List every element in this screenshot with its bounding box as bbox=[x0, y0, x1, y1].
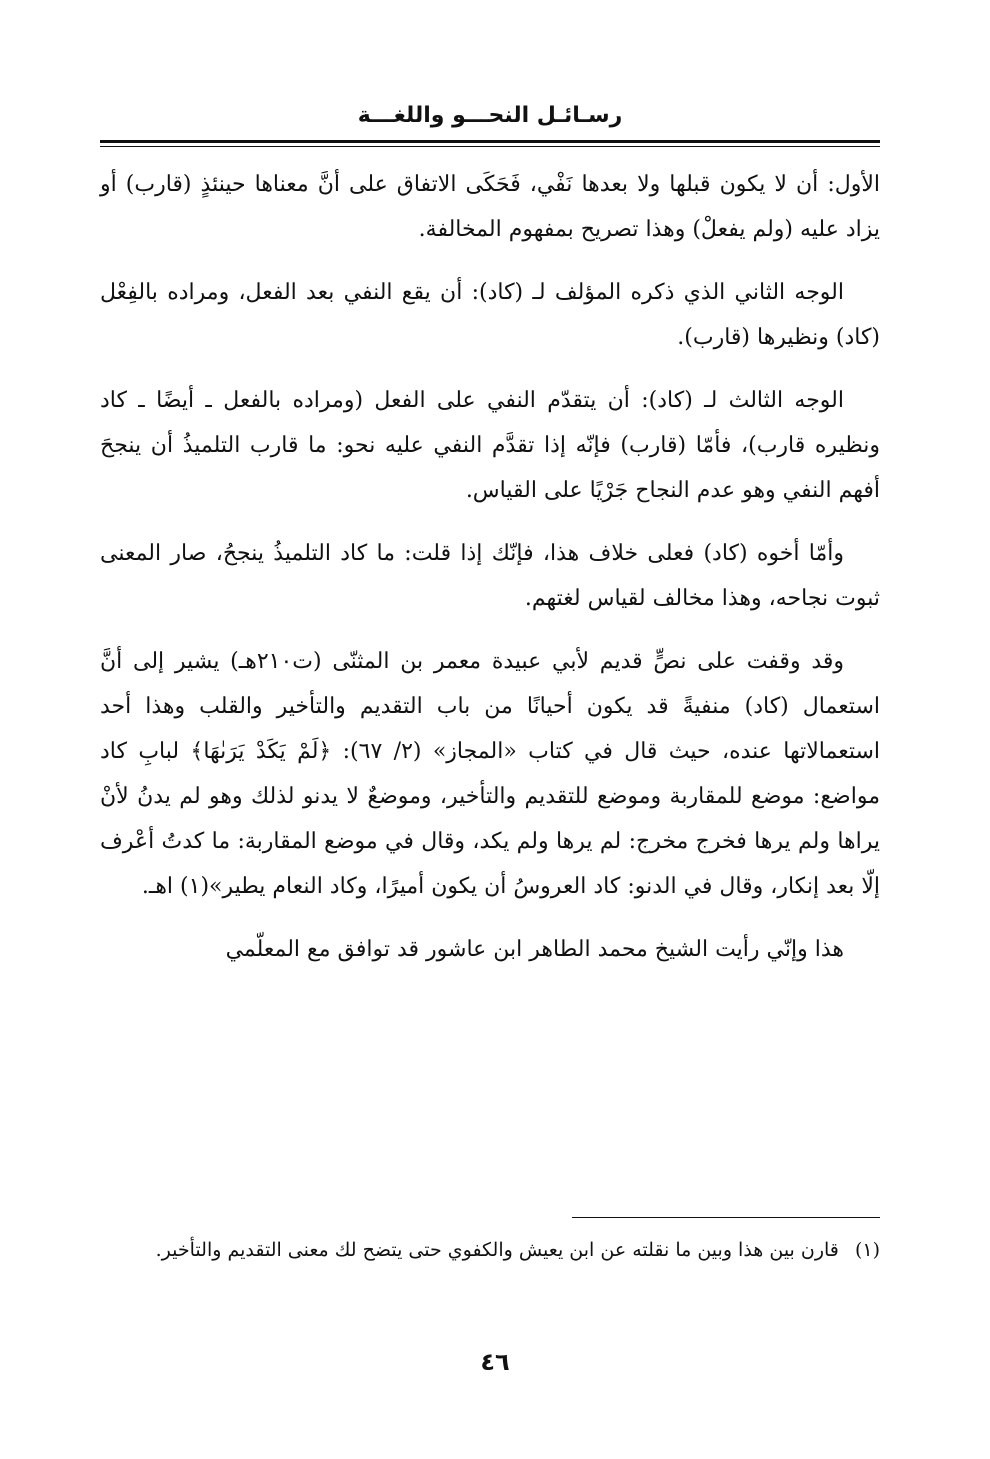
footnote-text: قارن بين هذا وبين ما نقلته عن ابن يعيش والكفوي حتى يتضح لك معنى التقديم والتأخير. bbox=[155, 1239, 839, 1261]
page-number: ٤٦ bbox=[480, 1348, 510, 1376]
footnote-separator bbox=[572, 1217, 880, 1218]
paragraph: وأمّا أخوه (كاد) فعلى خلاف هذا، فإنّك إذا قلت: ما كاد التلميذُ ينجحُ، صار المعنى ثبوت نجاحه، وهذا مخالف لقياس لغتهم. bbox=[100, 541, 880, 611]
paragraph: وقد وقفت على نصٍّ قديم لأبي عبيدة معمر بن المثنّى (ت٢١٠هـ) يشير إلى أنَّ استعمال (كاد) منفيةً قد يكون أحيانًا من باب التقديم والتأخير والقلب وهذا أحد استعمالاتها عنده، حيث قال في كتاب «المجاز» (٢/ ٦٧): ﴿لَمْ يَكَدْ يَرَىٰهَا﴾ لبابِ كاد مواضع: موضع للمقاربة وموضع للتقديم والتأخير، وموضعٌ لا يدنو لذلك وهو لم يدنُ لأنْ يراها ولم يرها فخرج مخرج: لم يرها ولم يكد، وقال في موضع المقاربة: ما كدتُ أعْرف إلّا بعد إنكار، وقال في الدنو: كاد العروسُ أن يكون أميرًا، وكاد النعام يطير»(١) اهـ. bbox=[100, 649, 880, 899]
header-rule-thick bbox=[100, 140, 880, 143]
footnote-marker: (١) bbox=[854, 1239, 880, 1261]
running-header: رسـائـل النحـــو واللغـــة bbox=[357, 103, 623, 128]
paragraph: الأول: أن لا يكون قبلها ولا بعدها نَفْي، فَحَكَى الاتفاق على أنَّ معناها حينئذٍ (قارب) أو يزاد عليه (ولم يفعلْ) وهذا تصريح بمفهوم المخالفة. bbox=[100, 172, 880, 242]
header-rule-thin bbox=[100, 146, 880, 147]
paragraph: الوجه الثالث لـ (كاد): أن يتقدّم النفي على الفعل (ومراده بالفعل ـ أيضًا ـ كاد ونظيره قارب)، فأمّا (قارب) فإنّه إذا تقدَّم النفي عليه نحو: ما قارب التلميذُ أن ينجحَ أفهم النفي وهو عدم النجاح جَرْيًا على القياس. bbox=[100, 388, 880, 503]
paragraph: الوجه الثاني الذي ذكره المؤلف لـ (كاد): أن يقع النفي بعد الفعل، ومراده بالفِعْل (كاد) ونظيرها (قارب). bbox=[100, 280, 880, 350]
main-text bbox=[100, 162, 880, 990]
paragraph: هذا وإنّي رأيت الشيخ محمد الطاهر ابن عاشور قد توافق مع المعلّمي bbox=[225, 937, 844, 962]
footnote bbox=[100, 1232, 880, 1268]
